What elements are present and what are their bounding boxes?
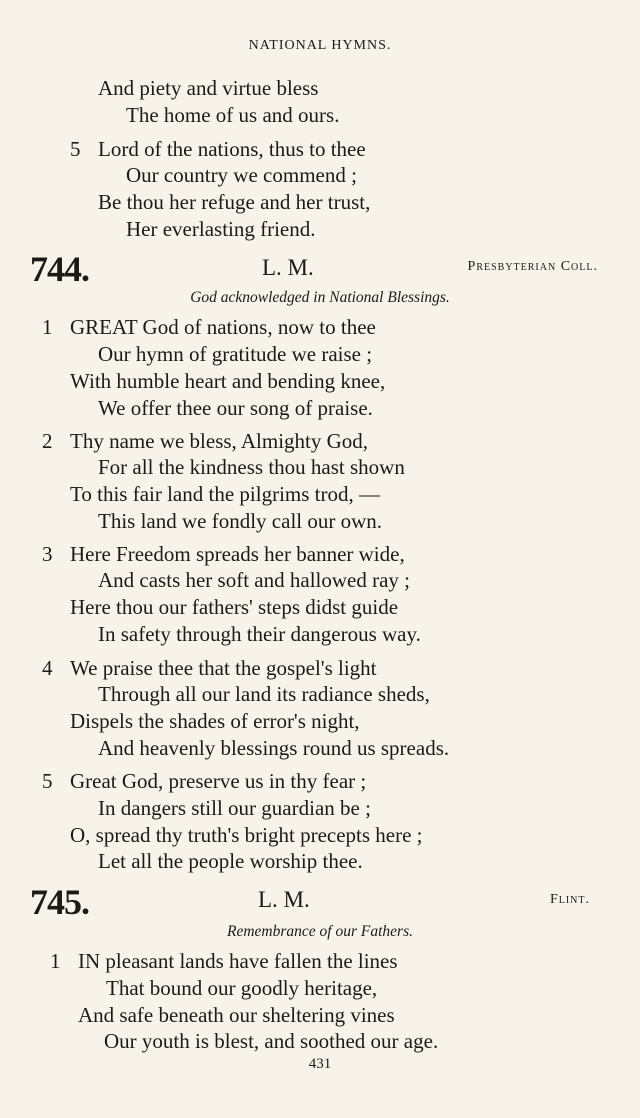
verse-line: And casts her soft and hallowed ray ;: [98, 568, 410, 592]
verse-number: 2: [42, 429, 53, 453]
verse-line: Dispels the shades of error's night,: [70, 709, 360, 733]
verse-line: We offer thee our song of praise.: [98, 396, 373, 420]
running-head: NATIONAL HYMNS.: [248, 38, 392, 53]
verse-line: Be thou her refuge and her trust,: [98, 190, 371, 214]
verse-number: 1: [50, 949, 61, 973]
verse-line: Lord of the nations, thus to thee: [98, 137, 366, 161]
verse-line: Our youth is blest, and soothed our age.: [104, 1029, 439, 1053]
verse-line: Her everlasting friend.: [126, 217, 316, 241]
verse-line: Here Freedom spreads her banner wide,: [70, 542, 405, 566]
verse-line: IN pleasant lands have fallen the lines: [78, 949, 398, 973]
verse-line: O, spread thy truth's bright precepts here ;: [70, 823, 423, 847]
verse-line: Let all the people worship thee.: [98, 849, 363, 873]
tune-name: Flint.: [549, 892, 590, 907]
verse-line: Our country we commend ;: [126, 163, 357, 187]
verse-line: That bound our goodly heritage,: [106, 976, 378, 1000]
verse-line: With humble heart and bending knee,: [70, 369, 386, 393]
verse-line: Here thou our fathers' steps didst guide: [70, 595, 399, 619]
hymn-number: 745.: [30, 882, 89, 922]
hymn-meter: L. M.: [258, 887, 310, 912]
verse-number: 5: [70, 137, 81, 161]
hymn-subtitle: Remembrance of our Fathers.: [227, 923, 413, 940]
verse-line: For all the kindness thou hast shown: [98, 455, 405, 479]
page-number: 431: [308, 1056, 332, 1072]
verse-number: 4: [42, 656, 53, 680]
verse-line: We praise thee that the gospel's light: [70, 656, 377, 680]
verse-line: Our hymn of gratitude we raise ;: [98, 342, 373, 366]
verse-line: To this fair land the pilgrims trod, —: [70, 482, 380, 506]
hymn-meter: L. M.: [262, 255, 314, 280]
verse-line: This land we fondly call our own.: [98, 509, 383, 533]
verse-number: 5: [42, 769, 53, 793]
verse-line: And piety and virtue bless: [98, 76, 319, 100]
hymn-number: 744.: [30, 249, 89, 289]
verse-number: 3: [42, 542, 53, 566]
verse-line: In dangers still our guardian be ;: [98, 796, 371, 820]
hymn-subtitle: God acknowledged in National Blessings.: [190, 289, 450, 306]
verse-line: And heavenly blessings round us spreads.: [98, 736, 450, 760]
verse-line: And safe beneath our sheltering vines: [78, 1003, 395, 1027]
verse-line: Through all our land its radiance sheds,: [98, 682, 430, 706]
verse-number: 1: [42, 315, 53, 339]
verse-line: Thy name we bless, Almighty God,: [70, 429, 369, 453]
verse-line: The home of us and ours.: [126, 103, 340, 127]
verse-line: GREAT God of nations, now to thee: [70, 315, 376, 339]
verse-line: Great God, preserve us in thy fear ;: [70, 769, 367, 793]
tune-name: Presbyterian Coll.: [467, 259, 598, 274]
verse-line: In safety through their dangerous way.: [98, 622, 421, 646]
